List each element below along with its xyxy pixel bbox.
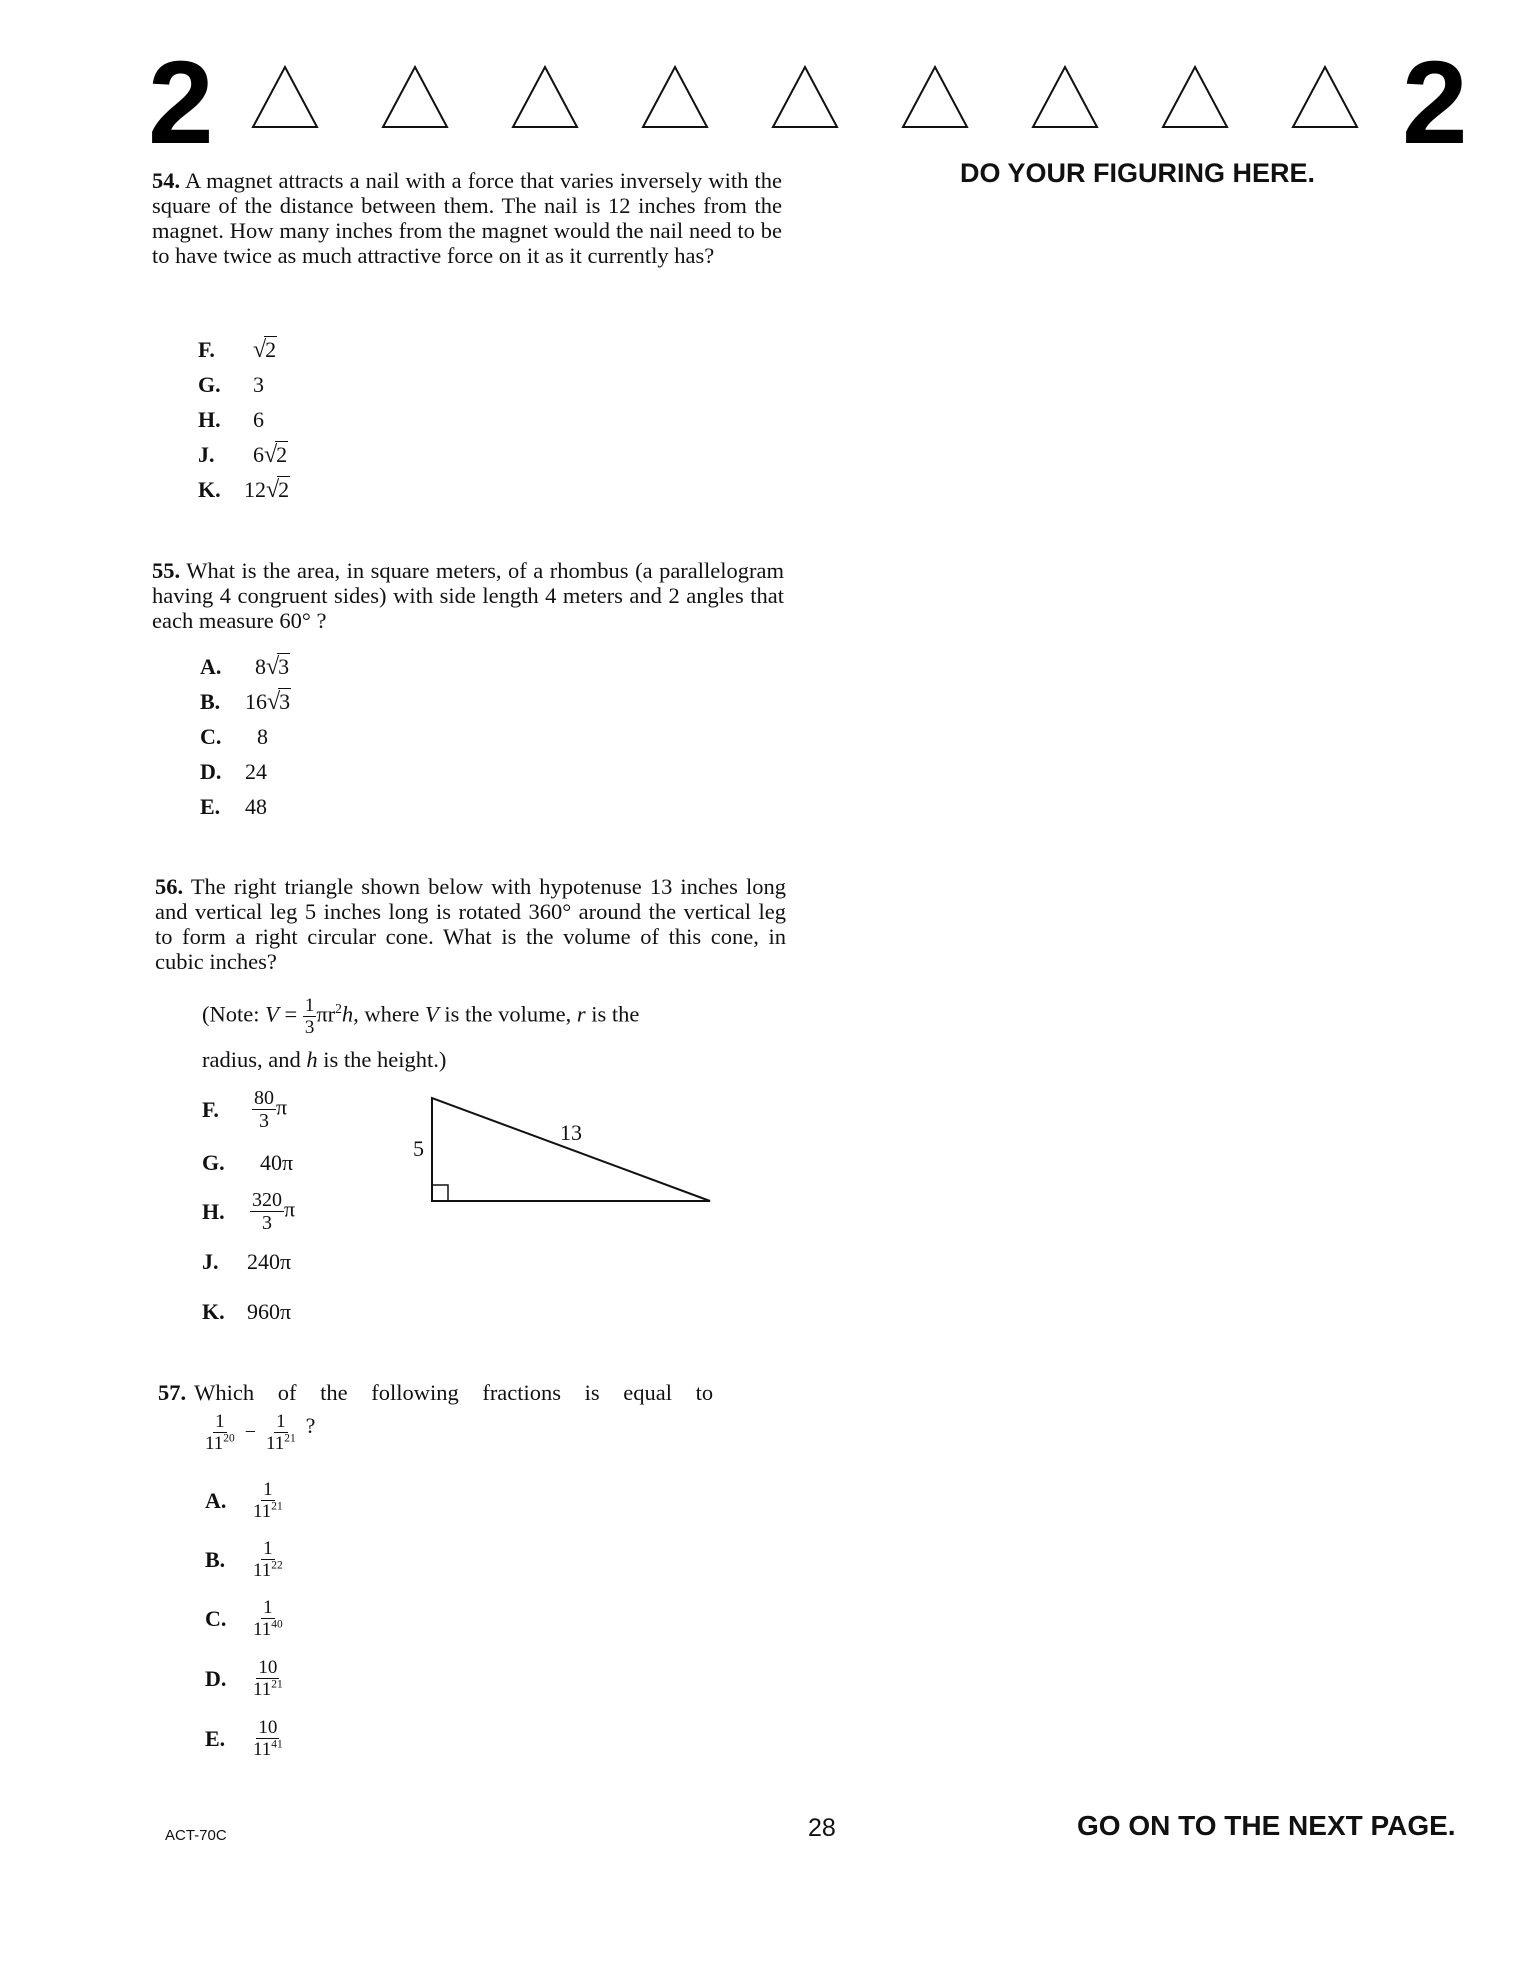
option-letter: D. xyxy=(200,759,222,784)
fraction: $\frac{10}{11^{41}}$ xyxy=(253,1717,283,1760)
outline-triangle-icon xyxy=(1030,64,1100,130)
option-d[interactable] xyxy=(205,1658,283,1699)
option-f[interactable]: F. $\frac{80}{3}$ π xyxy=(202,1087,288,1132)
option-letter: C. xyxy=(200,724,222,749)
option-letter: G. xyxy=(202,1150,225,1175)
option-e[interactable] xyxy=(205,1718,283,1759)
fraction: $\frac{320}{3}$ xyxy=(252,1189,282,1234)
next-page-note: GO ON TO THE NEXT PAGE. xyxy=(1077,1810,1456,1841)
sqrt-expression: √3 xyxy=(266,654,290,680)
form-code: ACT-70C xyxy=(165,1827,227,1844)
option-value: 24 xyxy=(245,759,267,784)
fraction: $\frac{80}{3}$ xyxy=(254,1087,274,1132)
question-57 xyxy=(158,1380,790,1405)
option-value: 6 xyxy=(253,407,264,432)
question-number: 57. xyxy=(158,1380,187,1405)
option-g[interactable] xyxy=(202,1150,293,1176)
question-56 xyxy=(155,874,786,974)
option-letter: A. xyxy=(200,654,222,679)
option-letter: H. xyxy=(202,1198,225,1224)
fraction: $\frac{10}{11^{21}}$ xyxy=(253,1657,283,1700)
outline-triangle-icon xyxy=(250,64,320,130)
option-letter: F. xyxy=(198,337,215,362)
option-letter: J. xyxy=(202,1249,219,1274)
section-number-right: 2 xyxy=(1402,37,1468,169)
question-55 xyxy=(152,558,784,633)
option-letter: D. xyxy=(205,1665,227,1691)
figuring-label: DO YOUR FIGURING HERE. xyxy=(960,158,1316,188)
option-letter: G. xyxy=(198,372,221,397)
option-c[interactable] xyxy=(200,724,268,750)
question-number: 54. xyxy=(152,168,181,193)
option-letter: A. xyxy=(205,1487,227,1513)
option-value: 48 xyxy=(245,794,267,819)
option-f[interactable] xyxy=(198,337,277,363)
option-e[interactable] xyxy=(200,794,267,820)
sqrt-expression: √2 xyxy=(266,477,290,503)
question-text: A magnet attracts a nail with a force that varies inversely with the square of the distance between them. The nail is 12 inches from the magnet. How many inches from the magnet would the nail need to be to have twice as much attractive force on it as it currently has? xyxy=(152,168,783,268)
option-letter: K. xyxy=(202,1299,225,1324)
fraction: $\frac{1}{11^{40}}$ xyxy=(253,1597,283,1640)
option-d[interactable] xyxy=(200,759,267,785)
triangle-row xyxy=(250,64,1370,136)
option-letter: J. xyxy=(198,442,215,467)
outline-triangle-icon xyxy=(380,64,450,130)
sqrt-expression: √2 xyxy=(264,442,288,468)
hypotenuse-label: 13 xyxy=(560,1120,582,1145)
sqrt-expression: √2 xyxy=(253,337,277,363)
option-g[interactable] xyxy=(198,372,264,398)
option-value: 960π xyxy=(247,1299,292,1324)
option-letter: K. xyxy=(198,477,221,502)
question-text: Which of the following fractions is equal to xyxy=(194,1380,714,1405)
question-expression: $\frac{1}{11^{20}}$ − $\frac{1}{11^{21}}$ ? xyxy=(205,1411,316,1454)
option-value: 3 xyxy=(253,372,264,397)
option-letter: H. xyxy=(198,407,221,432)
option-b[interactable] xyxy=(205,1539,283,1580)
question-54 xyxy=(152,168,782,268)
page-number: 28 xyxy=(808,1814,836,1842)
outline-triangle-icon xyxy=(510,64,580,130)
option-value: 8 xyxy=(257,724,268,749)
fraction: $\frac{1}{11^{21}}$ xyxy=(253,1479,283,1522)
right-angle-marker xyxy=(432,1185,448,1201)
question-number: 56. xyxy=(155,874,184,899)
option-letter: E. xyxy=(200,794,221,819)
option-h[interactable]: H. $\frac{320}{3}$ π xyxy=(202,1189,296,1234)
option-value: 240π xyxy=(247,1249,292,1274)
question-text: What is the area, in square meters, of a rhombus (a parallelogram having 4 congruent sides) with side length 4 meters and 2 angles that each measure 60° ? xyxy=(152,558,785,633)
question-text: The right triangle shown below with hypotenuse 13 inches long and vertical leg 5 inches long is rotated 360° around the vertical leg to form a right circular cone. What is the volume of this cone, in cubic inches? xyxy=(155,874,786,974)
option-j[interactable] xyxy=(202,1249,291,1275)
outline-triangle-icon xyxy=(770,64,840,130)
option-letter: E. xyxy=(205,1725,226,1751)
option-a[interactable] xyxy=(205,1480,283,1521)
formula-note: (Note: V = $\frac{1}{3}$ $\pi r^2h$, where V is the volume, r is the radius, and h is the height.) xyxy=(202,995,640,1072)
sqrt-expression: √3 xyxy=(267,689,291,715)
leg-label: 5 xyxy=(413,1136,424,1161)
option-a[interactable]: A. 8√3 xyxy=(200,654,290,680)
outline-triangle-icon xyxy=(640,64,710,130)
option-c[interactable] xyxy=(205,1598,283,1639)
option-letter: F. xyxy=(202,1096,219,1122)
option-letter: C. xyxy=(205,1605,227,1631)
outline-triangle-icon xyxy=(1290,64,1360,130)
fraction: $\frac{1}{11^{22}}$ xyxy=(253,1538,283,1581)
triangle-outline xyxy=(432,1098,710,1201)
option-k[interactable] xyxy=(202,1299,291,1325)
outline-triangle-icon xyxy=(900,64,970,130)
option-b[interactable]: B. 16√3 xyxy=(200,689,291,715)
question-number: 55. xyxy=(152,558,181,583)
option-k[interactable]: K. 12√2 xyxy=(198,477,290,503)
option-letter: B. xyxy=(205,1546,226,1572)
option-value: 40π xyxy=(260,1150,294,1175)
section-number-left: 2 xyxy=(148,37,214,169)
outline-triangle-icon xyxy=(1160,64,1230,130)
option-j[interactable]: J. 6√2 xyxy=(198,442,288,468)
right-triangle-figure xyxy=(400,1080,730,1220)
option-letter: B. xyxy=(200,689,221,714)
option-h[interactable] xyxy=(198,407,264,433)
